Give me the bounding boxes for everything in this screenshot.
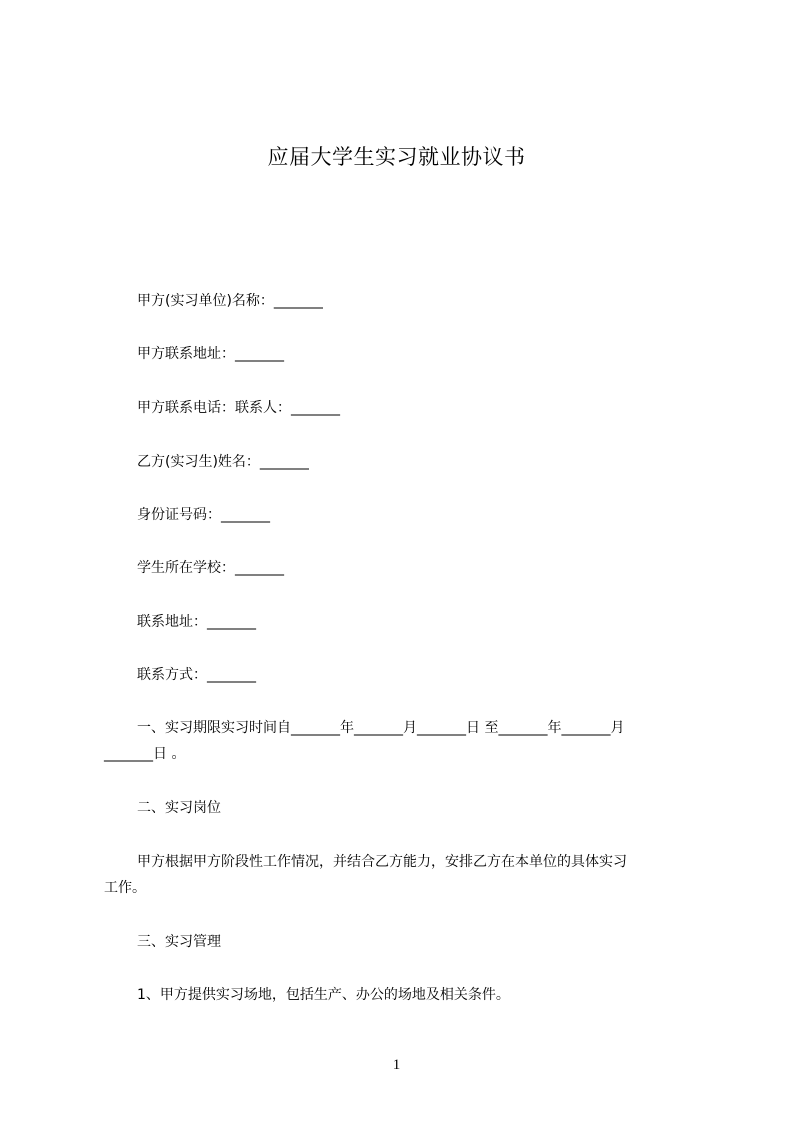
field-school: 学生所在学校：_______	[137, 560, 284, 576]
field-party-a-name: 甲方(实习单位)名称：_______	[137, 293, 323, 309]
section-2-heading: 二、实习岗位	[137, 800, 221, 816]
section-2-body-line-1: 甲方根据甲方阶段性工作情况，并结合乙方能力，安排乙方在本单位的具体实习	[137, 854, 627, 870]
field-party-a-phone: 甲方联系电话：联系人：_______	[137, 400, 340, 416]
section-1-period-line-1: 一、实习期限实习时间自_______年_______月_______日 至_______年_______月	[137, 720, 625, 736]
section-2-body-line-2: 工作。	[104, 880, 146, 896]
section-3-item-1: 1、甲方提供实习场地，包括生产、办公的场地及相关条件。	[137, 987, 510, 1003]
field-id-number: 身份证号码：_______	[137, 507, 270, 523]
document-title: 应届大学生实习就业协议书	[267, 145, 526, 169]
field-contact-method: 联系方式：_______	[137, 667, 256, 683]
field-party-b-name: 乙方(实习生)姓名：_______	[137, 454, 309, 470]
section-3-heading: 三、实习管理	[137, 934, 221, 950]
field-contact-address: 联系地址：_______	[137, 614, 256, 630]
page-number: 1	[392, 1057, 401, 1073]
field-party-a-address: 甲方联系地址：_______	[137, 346, 284, 362]
section-1-period-line-2: _______日 。	[104, 746, 186, 762]
